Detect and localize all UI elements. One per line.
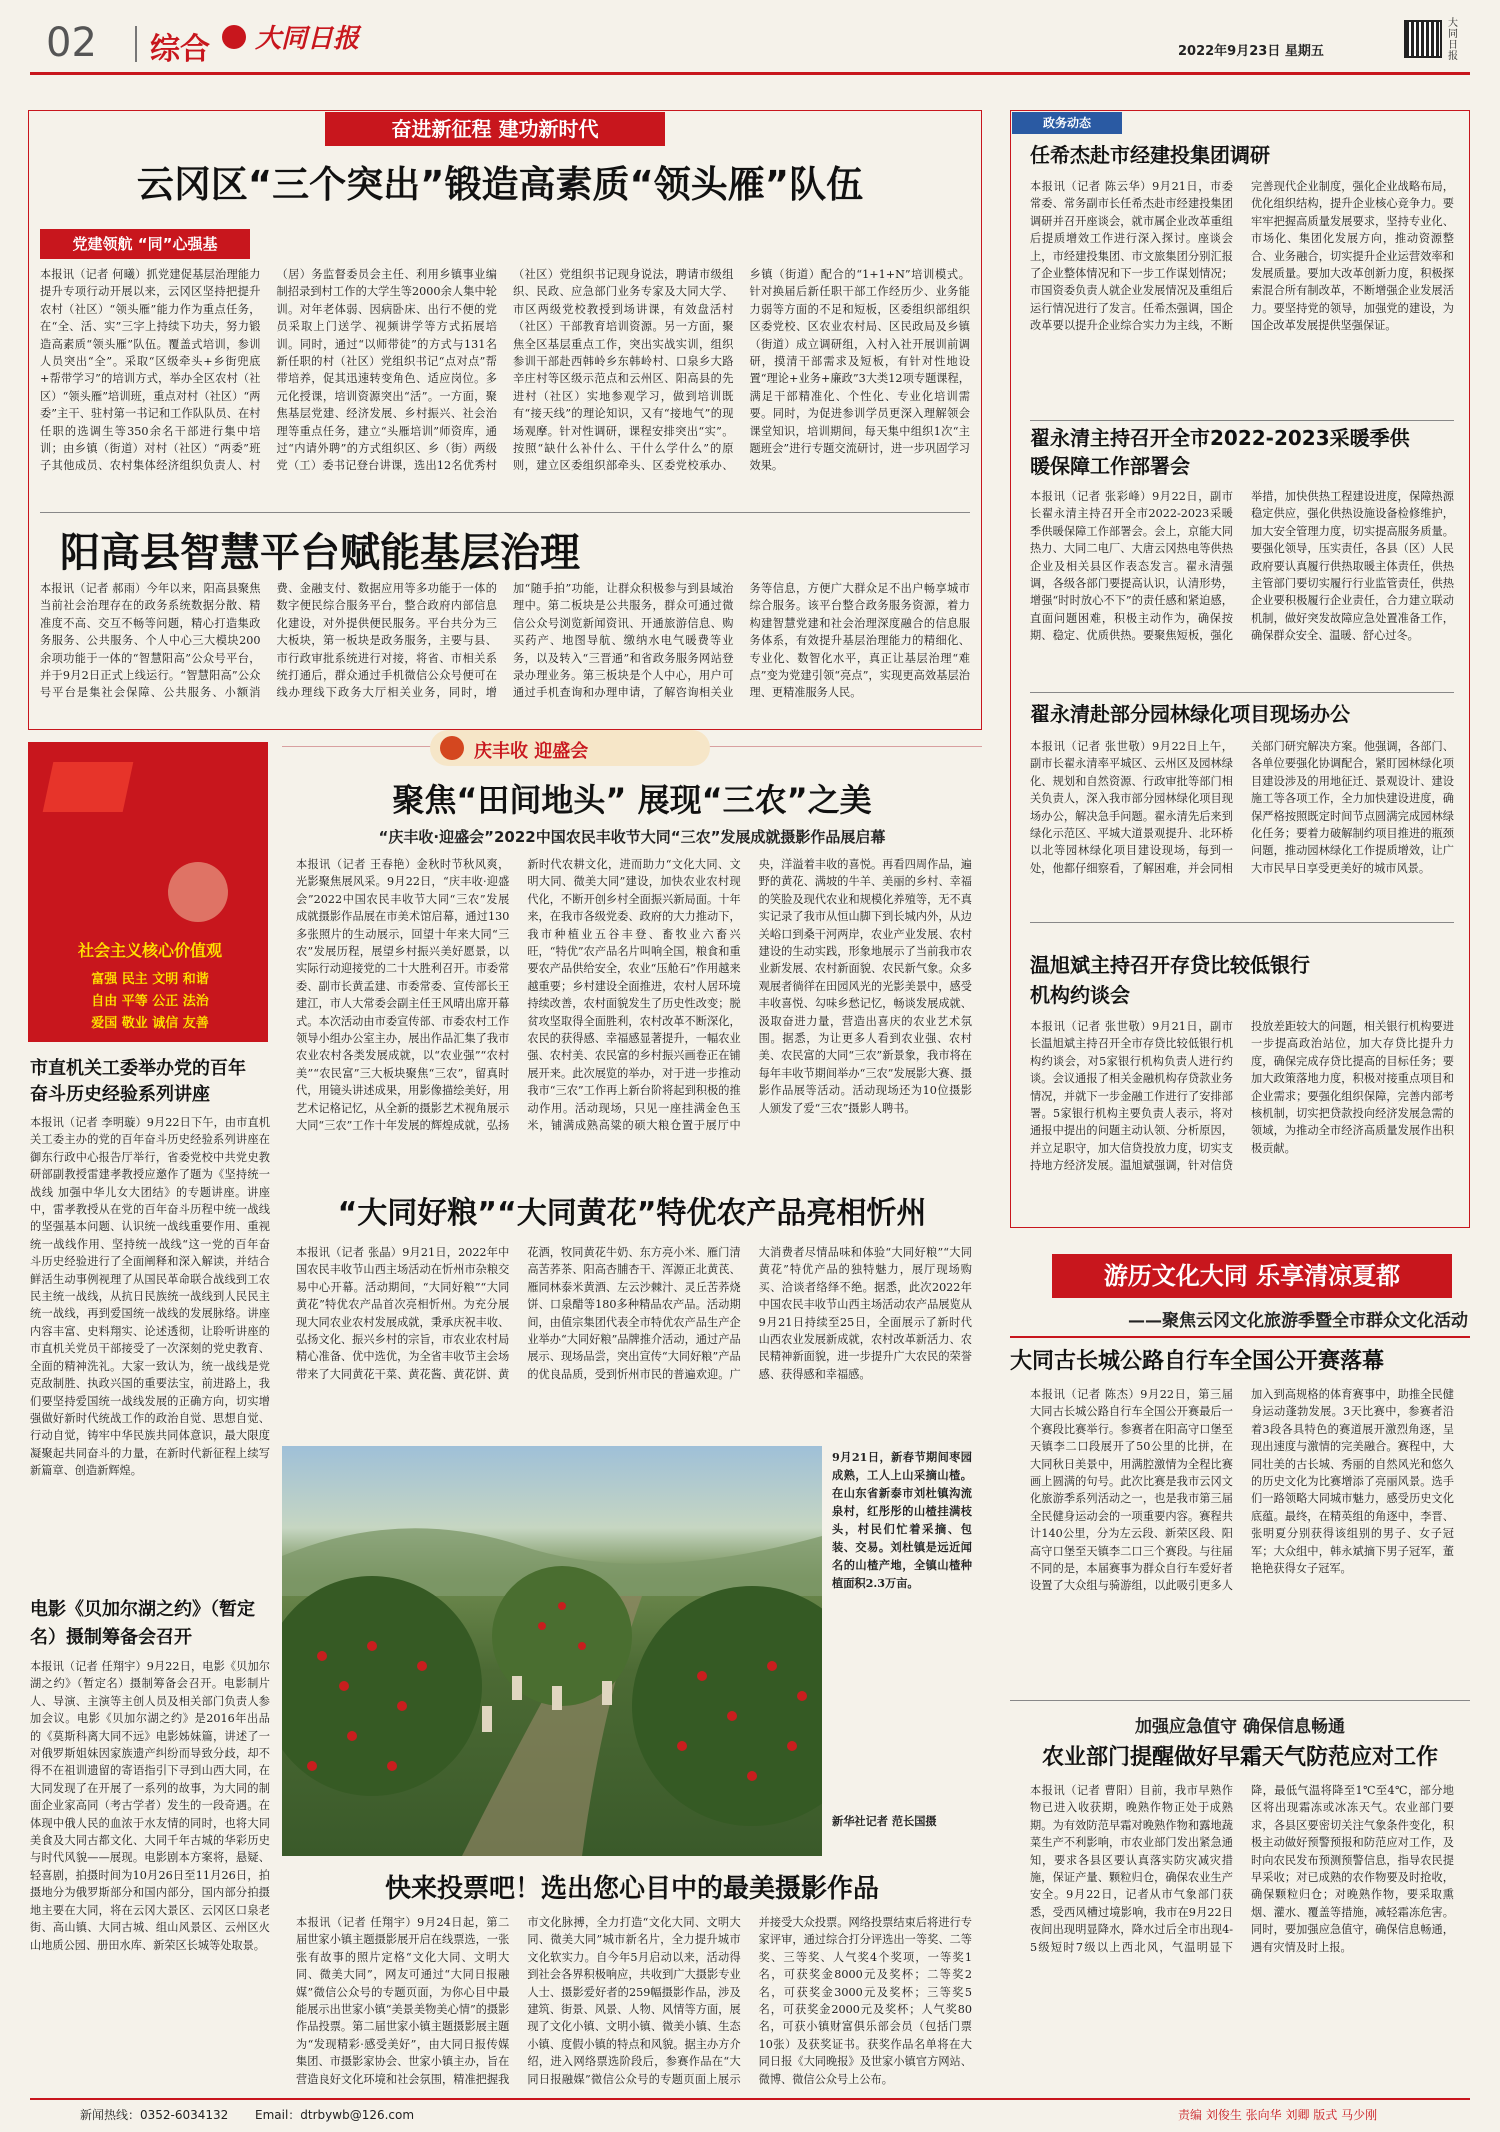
hawthorn-harvest-photo	[282, 1446, 822, 1856]
article-title-heating: 翟永清主持召开全市2022-2023采暖季供暖保障工作部署会	[1030, 426, 1410, 478]
news-tag-text: 政务动态	[1042, 116, 1091, 130]
article-divider	[40, 512, 970, 513]
harvest-banner-text: 庆丰收 迎盛会	[474, 741, 589, 762]
poster-line-3: 爱国 敬业 诚信 友善	[91, 1016, 209, 1031]
tag-party-building: 党建领航 “同”心强基	[40, 229, 250, 259]
footer-email: Email：dtrbywb@126.com	[255, 2108, 415, 2122]
article-body-frost: 本报讯（记者 曹阳）目前，我市早熟作物已进入收获期，晚熟作物正处于成熟期。为有效防范早霜对晚熟作物和露地蔬菜生产不利影响，市农业部门发出紧急通知，要求各县区要认真落实防灾减灾措施，保证产量、颗粒归仓，确保农业生产安全。9月22日，记者从市气象部门获悉，受西风槽过境影响，我市在9月22日夜间出现明显降水，降水过后全市出现4-5级短时7级以上西北风，气温明显下降，最低气温将降至1℃至4℃，部分地区将出现霜冻或冰冻天气。农业部门要求，各县区要密切关注气象条件变化，积极主动做好预警预报和防范应对工作，及时向农民发布预测预警信息，指导农民提早采收；对已成熟的农作物要及时抢收，确保颗粒归仓；对晚熟作物，要采取熏烟、灌水、覆盖等措施，减轻霜冻危害。同时，要加强应急值守，确保信息畅通，遇有灾情及时上报。	[1030, 1784, 1454, 1954]
news-tag	[1012, 112, 1122, 134]
harvest-banner	[430, 730, 710, 766]
article-body-ren: 本报讯（记者 陈云华）9月21日，市委常委、常务副市长任希杰赴市经建投集团调研并召开座谈会，就市属企业改革重组后提质增效工作进行深入探讨。座谈会上，市经建投集团、市文旅集团分别汇报了企业整体情况和下一步工作谋划情况；市国资委负责人就企业发展情况及重组后运行情况进行了发言。任希杰强调，国企改革要以提升企业综合实力为主线，不断完善现代企业制度，强化企业战略布局，优化组织结构，提升企业核心竞争力。要牢牢把握高质量发展要求，坚持专业化、市场化、集团化发展方向，推动资源整合、业务融合，切实提升企业运营效率和发展质量。要加大改革创新力度，积极探索混合所有制改革，不断增强企业发展活力。要坚持党的领导，加强党的建设，为国企改革发展提供坚强保证。	[1030, 180, 1454, 333]
masthead	[0, 0, 1500, 72]
article-title-photo-exhibit: 聚焦“田间地头” 展现“三农”之美	[392, 781, 872, 819]
section-name: 综合	[150, 32, 210, 67]
article-title-lecture: 市直机关工委举办党的百年奋斗历史经验系列讲座	[30, 1058, 246, 1105]
right-divider	[1030, 692, 1454, 693]
photo-caption: 9月21日，新春节期间枣园成熟，工人上山采摘山楂。在山东省新泰市刘杜镇沟流泉村，红彤彤的山楂挂满枝头，村民们忙着采摘、包装、交易。刘杜镇是远近闻名的山楂产地，全镇山楂种植面积2.3万亩。	[832, 1450, 972, 1590]
poster-line-2: 自由 平等 公正 法治	[91, 994, 209, 1009]
right-divider	[1010, 1700, 1470, 1701]
article-body-film: 本报讯（记者 任翔宇）9月22日，电影《贝加尔湖之约》（暂定名）摄制筹备会召开。电影制片人、导演、主演等主创人员及相关部门负责人参加会议。电影《贝加尔湖之约》是2016年出品的《莫斯科离大同不远》电影姊妹篇，讲述了一对俄罗斯姐妹因家族遗产纠纷而导致分歧，却不得不在祖训遗留的寄语指引下寻到山西大同，在大同发现了在开展了一系列的故事，为大同的制面企业家高同（考古学者）发生的一段奇遇。在体现中俄人民的血浓于水友情的同时，也将大同美食及大同古都文化、大同千年古城的华彩历史与时代风貌——展现。电影剧本方案将，悬疑、轻喜剧，拍摄时间为10月26日至11月26日，拍摄地分为俄罗斯部分和国内部分，国内部分拍摄地主要在大同，将在云冈大景区、云冈区口泉老街、高山镇、大同古城、组山风景区、云州区火山地质公园、册田水库、新荣区长城等处取景。	[30, 1660, 270, 1952]
temple-decoration	[168, 862, 228, 922]
article-title-produce: “大同好粮”“大同黄花”特优农产品亮相忻州	[337, 1196, 927, 1231]
article-title-yanggao: 阳高县智慧平台赋能基层治理	[60, 530, 580, 576]
article-title-ren: 任希杰赴市经建投集团调研	[1030, 143, 1270, 167]
article-title-yungang: 云冈区“三个突出”锻造高素质“领头雁”队伍	[136, 163, 864, 206]
right-divider	[1030, 922, 1454, 923]
article-body-produce: 本报讯（记者 张晶）9月21日，2022年中国农民丰收节山西主场活动在忻州市杂粮交易中心开幕。活动期间，“大同好粮”“大同黄花”特优农产品首次亮相忻州。为充分展现大同农业农村发展成就，秉承庆祝丰收、弘扬文化、振兴乡村的宗旨，市农业农村局精心准备、优中选优，为全省丰收节主会场带来了大同黄花干菜、黄花酱、黄花饼、黄花酒，牧同黄花牛奶、东方亮小米、雁门清高苦荞茶、阳高杏脯杏干、浑源正北黄芪、雁同林泰米黄酒、左云沙棘汁、灵丘苦荞烧饼、口泉醋等180多种精品农产品。活动期间，由值宗集团代表全市特优农产品生产企业举办“大同好粮”品牌推介活动，通过产品展示、现场品尝，突出宣传“大同好粮”产品的优良品质，受到忻州市民的普遍欢迎。广大消费者尽情品味和体验“大同好粮”“大同黄花”特优产品的独特魅力，展厅现场购买、洽谈者络绎不绝。据悉，此次2022年中国农民丰收节山西主场活动农产品展览从9月21日持续至25日，全面展示了新时代山西农业发展新成就，农村改革新活力、农民精神新面貌，进一步提升广大农民的荣誉感、获得感和幸福感。	[296, 1246, 972, 1381]
banner-struggle: 奋进新征程 建功新时代	[325, 112, 665, 146]
issue-date: 2022年9月23日 星期五	[1178, 44, 1324, 59]
article-title-vote: 快来投票吧！选出您心目中的最美摄影作品	[384, 1874, 879, 1904]
footer-hotline: 新闻热线：0352-6034132	[80, 2108, 229, 2122]
feature-rule	[1010, 1336, 1470, 1338]
feature-title: 游历文化大同 乐享清凉夏都	[1052, 1254, 1452, 1298]
page-number: 02	[46, 20, 97, 66]
hawthorn-photo-svg	[282, 1446, 822, 1856]
core-values-poster	[28, 742, 268, 1042]
article-body-bank: 本报讯（记者 张世敬）9月21日，副市长温旭斌主持召开全市存贷比较低银行机构约谈会，对5家银行机构负责人进行约谈。会议通报了相关金融机构存贷款业务情况，并就下一步金融工作进行了安排部署。5家银行机构主要负责人表示，将对通报中提出的问题主动认领、分析原因，并立足职守，加大信贷投放力度，切实支持地方经济发展。温旭斌强调，针对信贷投放差距较大的问题，相关银行机构要进一步提高政治站位，加大存贷比提升力度，确保完成存贷比提高的目标任务；要加大政策落地力度，积极对接重点项目和企业需求；要强化组织保障，完善内部考核机制，切实把贷款投向经济发展急需的领域，为推动全市经济高质量发展作出积极贡献。	[1030, 1020, 1454, 1173]
poster-line-1: 富强 民主 文明 和谐	[91, 972, 209, 987]
article-subtitle-photo-exhibit: “庆丰收·迎盛会”2022中国农民丰收节大同“三农”发展成就摄影作品展启幕	[378, 828, 886, 846]
poster-title: 社会主义核心价值观	[77, 941, 222, 960]
article-title-greening: 翟永清赴部分园林绿化项目现场办公	[1030, 702, 1350, 726]
tree-canopy	[632, 1586, 822, 1826]
article-overline-frost: 加强应急值守 确保信息畅通	[1135, 1717, 1345, 1737]
article-body-greening: 本报讯（记者 张世敬）9月22日上午，副市长翟永清率平城区、云州区及园林绿化、规划和自然资源、行政审批等部门相关负责人，深入我市部分园林绿化项目现场办公，解决急手问题。翟永清先后来到绿化示范区、平城大道景观提升、北环桥以北等园林绿化项目建设现场，每到一处，他都仔细察看，了解困难，并会同相关部门研究解决方案。他强调，各部门、各单位要强化协调配合，紧盯园林绿化项目建设涉及的用地征迁、景观设计、建设施工等各项工作，全力加快建设进度，确保严格按照既定时间节点圆满完成园林绿化任务；要着力破解制约项目推进的瓶颈问题，推动园林绿化工作提质增效，让广大市民早日享受更美好的城市风景。	[1030, 740, 1454, 875]
article-title-bank: 温旭斌主持召开存贷比较低银行机构约谈会	[1030, 953, 1310, 1007]
harvest-icon	[440, 736, 464, 760]
article-title-frost: 农业部门提醒做好早霜天气防范应对工作	[1041, 1745, 1438, 1770]
feature-subtitle: ——聚焦云冈文化旅游季暨全市群众文化活动	[1128, 1311, 1468, 1331]
article-body-lecture: 本报讯（记者 李明璇）9月22日下午，由市直机关工委主办的党的百年奋斗历史经验系列讲座在御东行政中心报告厅举行，省委党校中共党史教研部副教授雷建孝教授应邀作了题为《坚持统一战线 加强中华儿女大团结》的专题讲座。讲座中，雷孝教授从在党的百年奋斗历程中统一战线的坚强基本问题、认识统一战线重要作用、重视统一战线作用、坚持统一战线“这一党的百年奋斗历史经验进行了全面阐释和深入解读，并结合鲜活生动事例视理了从国民革命联合战线到工农民主统一战线，从抗日民族统一战线到人民民主统一战线，再到爱国统一战线的发展脉络。讲座内容丰富、史料翔实、论述透彻，让聆听讲座的市直机关党员干部接受了一次深刻的党史教育、全面的精神洗礼。大家一致认为，统一战线是党克敌制胜、执政兴国的重要法宝，前进路上，我们要坚持爱国统一战线发展的正确方向，切实增强做好新时代统战工作的政治自觉、思想自觉、行动自觉，铸牢中华民族共同体意识，最大限度凝聚起共同奋斗的力量，在新时代新征程上续写新篇章、创造新辉煌。	[30, 1116, 270, 1478]
article-title-cycling: 大同古长城公路自行车全国公开赛落幕	[1010, 1349, 1385, 1374]
article-body-vote: 本报讯（记者 任翔宇）9月24日起，第二届世家小镇主题摄影展开启在线票选，一张张有故事的照片定格“文化大同、文明大同、微美大同”，网友可通过“大同日报融媒”微信公众号的专题页面，为你心目中最能展示出世家小镇“美景美物美心情”的摄影作品投票。第二届世家小镇主题摄影展主题为“发现精彩·感受美好”，由大同日报传媒集团、市摄影家协会、世家小镇主办，旨在营造良好文化环境和社会氛围，精准把握我市文化脉搏，全力打造“文化大同、文明大同、微美大同”城市新名片，全力提升城市文化软实力。自今年5月启动以来，活动得到社会各界积极响应，共收到广大摄影专业人士、摄影爱好者的259幅摄影作品，涉及建筑、街景、风景、人物、风情等方面，展现了文化小镇、文明小镇、微美小镇、生态小镇、度假小镇的特点和风貌。据主办方介绍，进入网络票选阶段后，参赛作品在“大同日报融媒”微信公众号的专题页面上展示并接受大众投票。网络投票结束后将进行专家评审，通过综合打分评选出一等奖、二等奖、三等奖、人气奖4个奖项，一等奖1名，可获奖金8000元及奖杯；二等奖2名，可获奖金3000元及奖杯；三等奖5名，可获奖金2000元及奖杯；人气奖80名，可获小镇财富俱乐部会员（包括门票10张）及获奖证书。获奖作品名单将在大同日报《大同晚报》及世家小镇官方网站、微博、微信公众号上公布。	[296, 1916, 972, 2086]
logo-text: 大同日报	[255, 24, 360, 54]
article-body-photo-exhibit: 本报讯（记者 王春艳）金秋时节秋风爽，光影聚焦展风采。9月22日，“庆丰收·迎盛会”2022中国农民丰收节大同“三农”发展成就摄影作品展在市美术馆启幕，通过130多张照片的生动展示，回望十年来大同“三农”发展历程，展望乡村振兴美好愿景，以实际行动迎接党的二十大胜利召开。市委常委、副市长黄孟建、市委常委、宣传部长王建江，市人大常委会副主任王风晴出席开幕式。本次活动由市委宣传部、市委农村工作领导小组办公室主办，展出作品汇集了我市农业农村各类发展成就，以“农业强”“农村美”“农民富”三大板块聚焦“三农”，留真时代，用镜头讲述成果，用影像描绘美好，用艺术记格记忆，从全新的摄影艺术视角展示大同“三农”工作十年发展的辉煌成就，弘扬新时代农耕文化，进而助力“文化大同、文明大同、微美大同”建设，加快农业农村现代化，不断开创乡村全面振兴新局面。十年来，在我市各级党委、政府的大力推动下，我市种植业五谷丰登、畜牧业六畜兴旺，“特优”农产品名片叫响全国，粮食和重要农产品供给安全，农业“压舱石”作用越来越重要；乡村建设全面推进，农村人居环境持续改善，农村面貌发生了历史性改变；脱贫攻坚取得全面胜利，农村改革不断深化，农民的获得感、幸福感显著提升，一幅农业强、农村美、农民富的乡村振兴画卷正在铺展开来。此次展览的举办，对于进一步推动我市“三农”工作再上新台阶将起到积极的推动作用。活动现场，只见一座挂满金色玉米，铺满成熟高粱的硕大粮仓置于展厅中央，洋溢着丰收的喜悦。再看四周作品，遍野的黄花、满坡的牛羊、美丽的乡村、幸福的笑脸及现代农业和规模化养殖等，无不真实记录了我市从恒山脚下到长城内外，从边关峪口到桑干河两岸，农业产业发展、农村建设的生动实践，形象地展示了当前我市农业新发展、农村新面貌、农民新气象。众多观展者徜徉在田园风光的光影美景中，感受丰收喜悦、勾味乡愁记忆，畅谈发展成就、汲取奋进力量，营造出喜庆的农业艺术氛围。据悉，为让更多人看到农业强、农村美、农民富的大同“三农”新景象，我市将在每年丰收节期间举办“三农”发展影大赛、摄影作品展等活动。活动现场还为10位摄影人颁发了爱“三农”摄影人聘书。	[296, 858, 972, 1133]
article-body-heating: 本报讯（记者 张彩峰）9月22日，副市长翟永清主持召开全市2022-2023采暖季供暖保障工作部署会。会上，京能大同热力、大同二电厂、大唐云冈热电等供热企业及相关县区作表态发言。翟永清强调，各级各部门要提高认识，认清形势，增强“时时放心不下”的责任感和紧迫感，直面问题困难，积极主动作为，确保按期、稳定、优质供热。要聚焦短板，强化举措，加快供热工程建设进度，保障热源稳定供应，强化供热设施设备检修维护，加大安全管理力度，切实提高服务质量。要强化领导，压实责任，各县（区）人民政府要认真履行供热取暖主体责任，供热主管部门要切实履行行业监管责任，供热企业要积极履行企业责任，合力建立联动机制，做好突发故障应急处置准备工作，确保群众安全、温暖、舒心过冬。	[1030, 490, 1454, 643]
photo-credit: 新华社记者 范长国摄	[832, 1814, 937, 1828]
logo-icon	[222, 25, 246, 49]
qr-label: 大同日报	[1448, 18, 1458, 62]
qr-code-icon	[1404, 20, 1442, 58]
right-divider	[1030, 420, 1454, 421]
footer-rule	[30, 2098, 1470, 2100]
article-title-film: 电影《贝加尔湖之约》（暂定名）摄制筹备会召开	[30, 1599, 255, 1648]
footer-editors: 责编 刘俊生 张向华 刘卿 版式 马少刚	[1178, 2108, 1378, 2122]
flag-decoration	[43, 762, 134, 812]
article-body-cycling: 本报讯（记者 陈杰）9月22日，第三届大同古长城公路自行车全国公开赛最后一个赛段比赛举行。参赛者在阳高守口堡至天镇李二口段展开了50公里的比拼，在大同秋日美景中，用满腔激情为全程比赛画上圆满的句号。此次比赛是我市云冈文化旅游季系列活动之一，也是我市第三届全民健身运动会的一项重要内容。赛程共计140公里，分为左云段、新荣区段、阳高守口堡至天镇李二口三个赛段。与往届不同的是，本届赛事为群众自行车爱好者设置了大众组与骑游组，以此吸引更多人加入到高规格的体育赛事中，助推全民健身运动蓬勃发展。3天比赛中，参赛者沿着3段各具特色的赛道展开激烈角逐，呈现出速度与激情的完美融合。赛程中，大同壮美的古长城、秀丽的自然风光和悠久的历史文化为比赛增添了亮丽风景。选手们一路领略大同城市魅力，感受历史文化底蕴。最终，在精英组的角逐中，李晋、张明夏分别获得该组别的男子、女子冠军；大众组中，韩永斌摘下男子冠军，董艳艳获得女子冠军。	[1030, 1388, 1454, 1593]
article-body-yanggao: 本报讯（记者 郝雨）今年以来，阳高县聚焦当前社会治理存在的政务系统数据分散、精准度不高、交互不畅等问题，精心打造集政务服务、公共服务、个人中心三大模块200余项功能于一体的“智慧阳高”公众号平台，并于9月2日正式上线运行。“智慧阳高”公众号平台是集社会保障、公共服务、小额消费、金融支付、数据应用等多功能于一体的数字便民综合服务平台，整合政府内部信息化建设，对外提供便民服务。平台共分为三大板块，第一板块是政务服务，主要与县、市行政审批系统进行对接，将省、市相关系统打通后，群众通过手机微信公众号便可在线办理线下政务大厅相关业务，同时，增加“随手拍”功能，让群众积极参与到县域治理中。第二板块是公共服务，群众可通过微信公众号浏览新闻资讯、开通旅游信息、购买药产、地图导航、缴纳水电气暖费等业务，以及转入“三晋通”和省政务服务网站登录办理业务。第三板块是个人中心，用户可通过手机查询和办理申请，了解咨询相关业务等信息，方便广大群众足不出户畅享城市综合服务。该平台整合政务服务资源，着力构建智慧党建和社会治理深度融合的信息服务体系，有效提升基层治理能力的精细化、专业化、数智化水平，真正让基层治理“难点”变为党建引领“亮点”，实现更高效基层治理、更精准服务人民。	[40, 582, 970, 700]
masthead-rule	[30, 72, 1470, 75]
masthead-divider	[135, 26, 137, 62]
article-body-yungang: 本报讯（记者 何曦）抓党建促基层治理能力提升专项行动开展以来，云冈区坚持把提升农村（社区）“领头雁”能力作为重点任务，在“全、活、实”三字上持续下功夫，努力锻造高素质“领头雁”队伍。覆盖式培训，参训人员突出“全”。采取“区级牵头+乡街兜底+帮带学习”的培训方式，举办全区农村（社区）“领头雁”培训班，重点对村（社区）“两委”主干、驻村第一书记和工作队队员、在村任职的选调生等350余名干部进行集中培训；由乡镇（街道）对村（社区）“两委”班子其他成员、农村集体经济组织负责人、村（居）务监督委员会主任、利用乡镇事业编制招录到村工作的大学生等2000余人集中轮训。对年老体弱、因病卧床、出行不便的党员采取上门送学、视频讲学等方式拓展培训。同时，通过“以师带徒”的方式与131名新任职的村（社区）党组织书记“点对点”帮带培养，促其迅速转变角色、适应岗位。多元化授课，培训资源突出“活”。一方面，聚焦基层党建、经济发展、乡村振兴、社会治理等重点任务，建立“头雁培训”师资库，通过“内请外聘”的方式组织区、乡（街）两级党（工）委书记登台讲课，选出12名优秀村（社区）党组织书记现身说法，聘请市级组织、民政、应急部门业务专家及大同大学、市区两级党校教授到场讲课，有效盘活村（社区）干部教育培训资源。另一方面，聚焦全区基层重点工作，突出实战实训，组织参训干部赴西韩岭乡东韩岭村、口泉乡大路辛庄村等区级示范点和云州区、阳高县的先进村（社区）实地参观学习，做到培训既有“接天线”的理论知识，又有“接地气”的现场观摩。针对性调研，课程安排突出“实”。按照“缺什么补什么、干什么学什么”的原则，建立区委组织部牵头、区委党校承办、乡镇（街道）配合的“1+1+N”培训模式。针对换届后新任职干部工作经历少、业务能力弱等方面的不足和短板，区委组织部组织区委党校、区农业农村局、区民政局及乡镇（街道）成立调研组，入村入社开展训前调研，摸清干部需求及短板，有针对性地设置“理论+业务+廉政”3大类12项专题课程，满足干部精准化、个性化、专业化培训需要。同时，为促进参训学员更深入理解领会课堂知识，培训期间，每天集中组织1次“主题班会”进行专题交流研讨，进一步巩固学习效果。	[40, 268, 970, 473]
logo	[222, 18, 359, 55]
